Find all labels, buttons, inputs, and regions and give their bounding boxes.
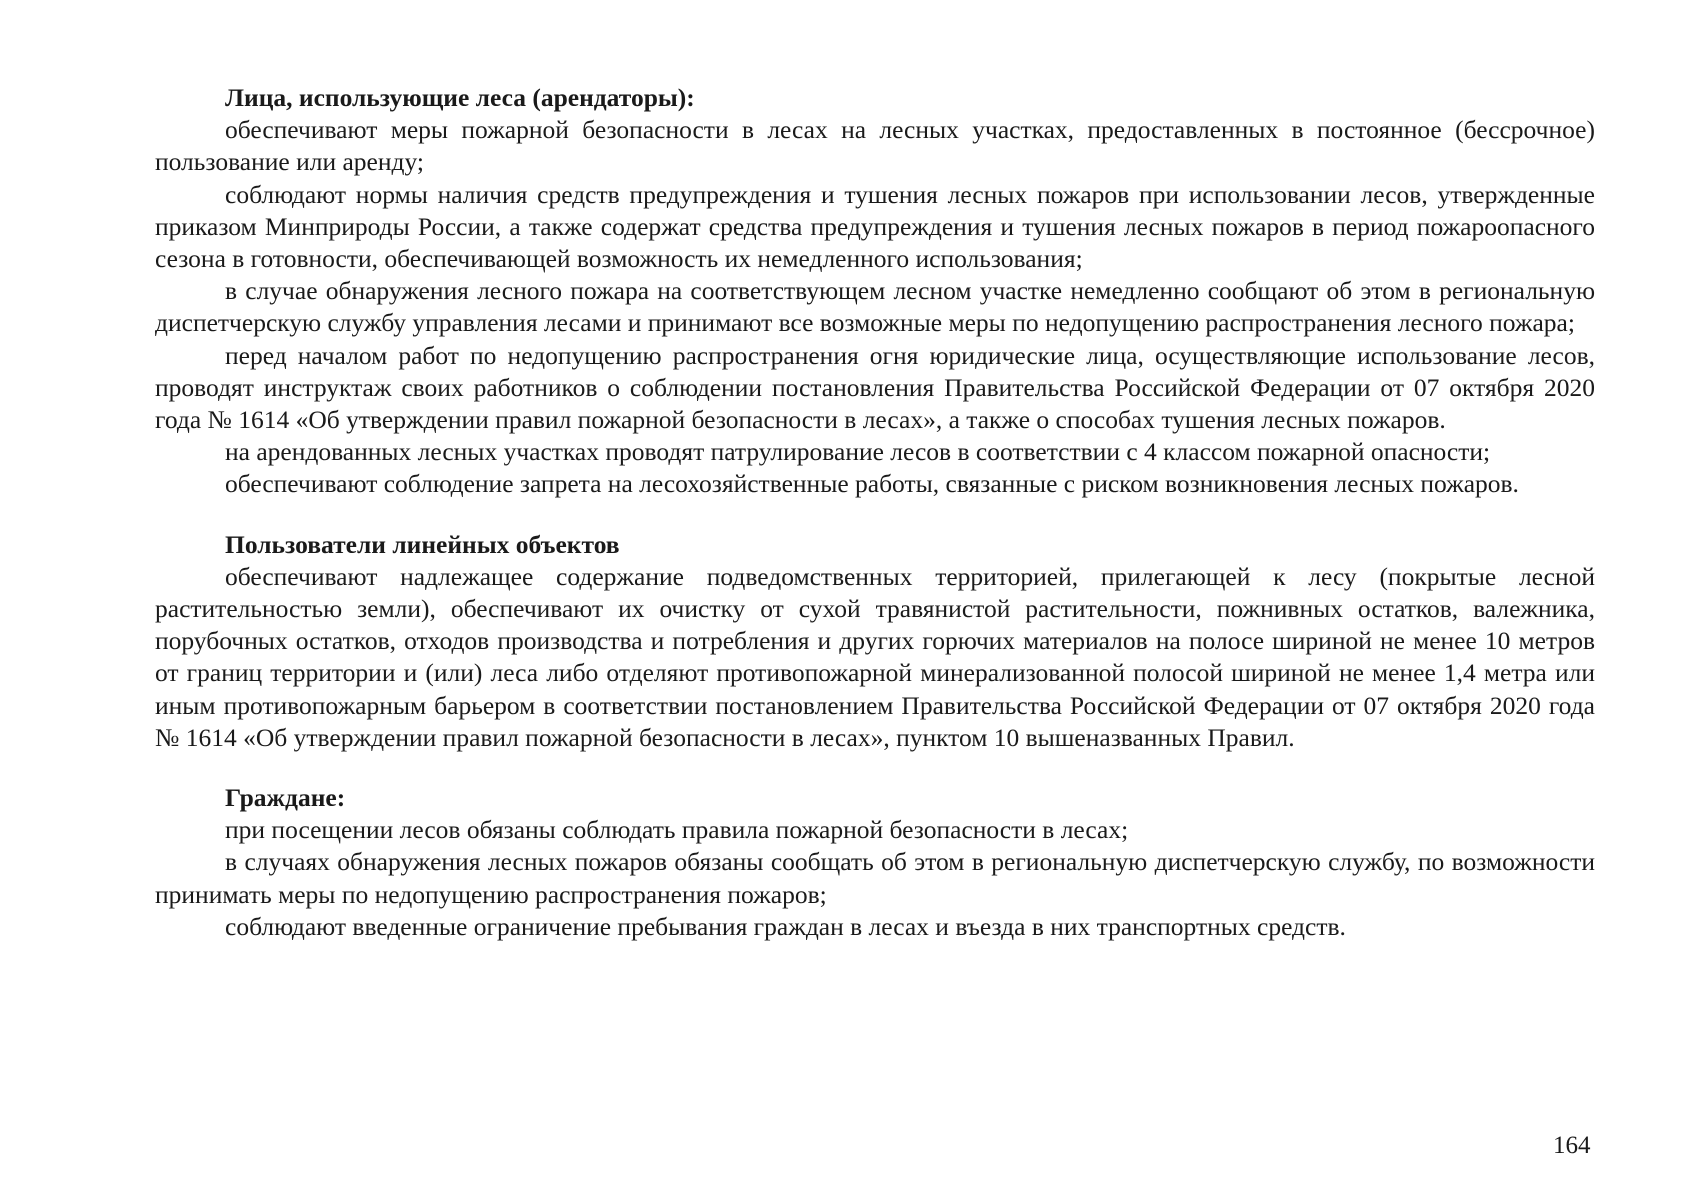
paragraph: в случае обнаружения лесного пожара на соответствующем лесном участке немедленно сообщают об этом в региональную диспетчерскую службу управления лесами и принимают все возможные меры по недопущению распространения лесного пожара;: [155, 276, 1595, 338]
paragraph: обеспечивают меры пожарной безопасности в лесах на лесных участках, предоставленных в постоянное (бессрочное) пользование или аренду;: [155, 115, 1595, 177]
section-heading: Лица, использующие леса (арендаторы):: [225, 83, 695, 112]
section-tenants: [155, 82, 1595, 501]
page-number: 164: [1553, 1132, 1591, 1159]
section-heading: Граждане:: [225, 783, 346, 813]
paragraph: перед началом работ по недопущению распространения огня юридические лица, осуществляющие использование лесов, проводят инструктаж своих работников о соблюдении постановления Правительства Российской Федерации от 07 октября 2020 года № 1614 «Об утверждении правил пожарной безопасности в лесах», а также о способах тушения лесных пожаров.: [155, 340, 1595, 435]
paragraph: соблюдают введенные ограничение пребывания граждан в лесах и въезда в них транспортных средств.: [225, 911, 1346, 941]
section-citizens: [155, 782, 1595, 943]
paragraph: в случаях обнаружения лесных пожаров обязаны сообщать об этом в региональную диспетчерскую службу, по возможности принимать меры по недопущению распространения пожаров;: [155, 847, 1595, 909]
document-body: [155, 82, 1595, 943]
section-heading: Пользователи линейных объектов: [225, 529, 620, 559]
paragraph: обеспечивают надлежащее содержание подведомственных территорией, прилегающей к лесу (покрытые лесной растительностью земли), обеспечивают их очистку от сухой травянистой растительности, пожнивных остатков, валежника, порубочных остатков, отходов производства и потребления и других горючих материалов на полосе шириной не менее 10 метров от границ территории и (или) леса либо отделяют противопожарной минерализованной полосой шириной не менее 1,4 метра или иным противопожарным барьером в соответствии постановлением Правительства Российской Федерации от 07 октября 2020 года № 1614 «Об утверждении правил пожарной безопасности в лесах», пунктом 10 вышеназванных Правил.: [155, 561, 1595, 752]
section-linear-objects: [155, 529, 1595, 754]
paragraph: на арендованных лесных участках проводят патрулирование лесов в соответствии с 4 классом пожарной опасности;: [225, 437, 1491, 467]
paragraph: обеспечивают соблюдение запрета на лесохозяйственные работы, связанные с риском возникновения лесных пожаров.: [225, 469, 1519, 499]
paragraph: при посещении лесов обязаны соблюдать правила пожарной безопасности в лесах;: [225, 815, 1129, 845]
paragraph: соблюдают нормы наличия средств предупреждения и тушения лесных пожаров при использовании лесов, утвержденные приказом Минприроды России, а также содержат средства предупреждения и тушения лесных пожаров в период пожароопасного сезона в готовности, обеспечивающей возможность их немедленного использования;: [155, 179, 1595, 274]
